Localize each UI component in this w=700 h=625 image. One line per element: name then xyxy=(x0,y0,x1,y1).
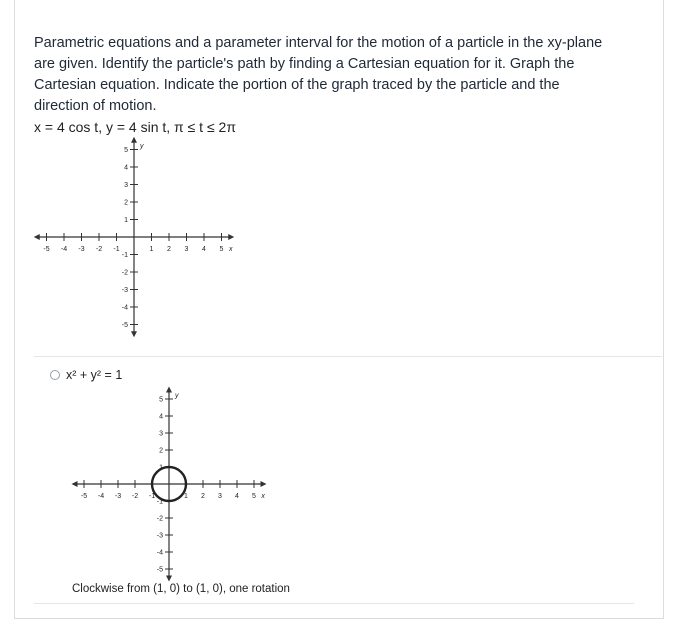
y-tick-label: 3 xyxy=(159,430,163,438)
x-tick-label: -1 xyxy=(113,246,120,253)
x-tick-label: 3 xyxy=(218,493,222,500)
y-tick-label: 2 xyxy=(159,447,163,455)
y-tick-label: -5 xyxy=(121,322,128,329)
empty-graph xyxy=(35,140,235,340)
y-tick-label: 1 xyxy=(159,464,163,472)
y-tick-label: -2 xyxy=(121,269,128,277)
graph2-axes xyxy=(72,387,267,582)
x-tick-label: 3 xyxy=(184,246,189,253)
x-tick-label: 1 xyxy=(184,493,188,500)
y-tick-label: -1 xyxy=(121,252,128,259)
y-tick-label: -1 xyxy=(156,498,163,506)
x-tick-label: -3 xyxy=(78,246,85,253)
y-tick-label: -4 xyxy=(156,549,163,557)
x-tick-label: 5 xyxy=(252,493,256,500)
y-axis-arrow-up xyxy=(166,387,172,393)
x-axis-label: x xyxy=(229,246,233,253)
x-tick-label: 2 xyxy=(201,493,205,500)
x-tick-label: 4 xyxy=(235,493,239,500)
x-tick-label: 2 xyxy=(167,246,171,253)
choice-graph xyxy=(62,380,265,580)
x-tick-label: -1 xyxy=(148,493,156,500)
y-tick-label: 3 xyxy=(124,182,128,189)
y-tick-label: -3 xyxy=(156,532,163,540)
x-tick-label: -2 xyxy=(131,493,139,500)
divider xyxy=(34,356,662,357)
y-tick-label: 2 xyxy=(124,199,128,207)
x-tick-label: 4 xyxy=(202,246,206,253)
x-tick-label: -4 xyxy=(60,246,68,253)
y-tick-label: -3 xyxy=(121,287,128,294)
x-axis-label: x xyxy=(261,493,265,500)
x-axis-arrow-right xyxy=(228,234,234,240)
y-tick-label: 1 xyxy=(124,217,128,224)
y-tick-label: 4 xyxy=(124,164,128,172)
x-tick-label: -5 xyxy=(80,493,88,500)
y-tick-label: 4 xyxy=(159,413,163,421)
y-axis-arrow-down xyxy=(131,331,137,337)
parametric-equation: x = 4 cos t, y = 4 sin t, π ≤ t ≤ 2π xyxy=(34,119,236,135)
x-axis-arrow-left xyxy=(72,481,78,487)
x-tick-label: 5 xyxy=(219,246,224,253)
x-tick-label: -3 xyxy=(114,493,122,500)
choice-caption: Clockwise from (1, 0) to (1, 0), one rotation xyxy=(72,583,290,595)
graph1-axes xyxy=(34,137,235,338)
x-tick-label: -2 xyxy=(95,246,103,253)
radio-button[interactable] xyxy=(50,370,60,380)
x-tick-label: -4 xyxy=(97,493,105,500)
question-text: Parametric equations and a parameter interval for the motion of a particle in the xy-plane are given. Identify the particle's path by finding a Cartesian equation for it. Graph the Cartesian equation. Indicate the portion of the graph traced by the particle and the direction of motion. xyxy=(34,35,603,114)
y-axis-label: y xyxy=(175,392,179,400)
divider-bottom xyxy=(34,603,634,604)
y-tick-label: -4 xyxy=(121,304,128,312)
y-tick-label: 5 xyxy=(159,396,163,404)
x-tick-label: 1 xyxy=(149,246,154,253)
y-tick-label: -2 xyxy=(156,515,163,523)
y-tick-label: -5 xyxy=(156,566,163,574)
y-axis-label: y xyxy=(140,143,144,150)
x-axis-arrow-left xyxy=(34,234,40,240)
y-tick-label: 5 xyxy=(124,147,128,154)
choice-equation: x² + y² = 1 xyxy=(66,368,123,382)
x-tick-label: -5 xyxy=(43,246,50,253)
